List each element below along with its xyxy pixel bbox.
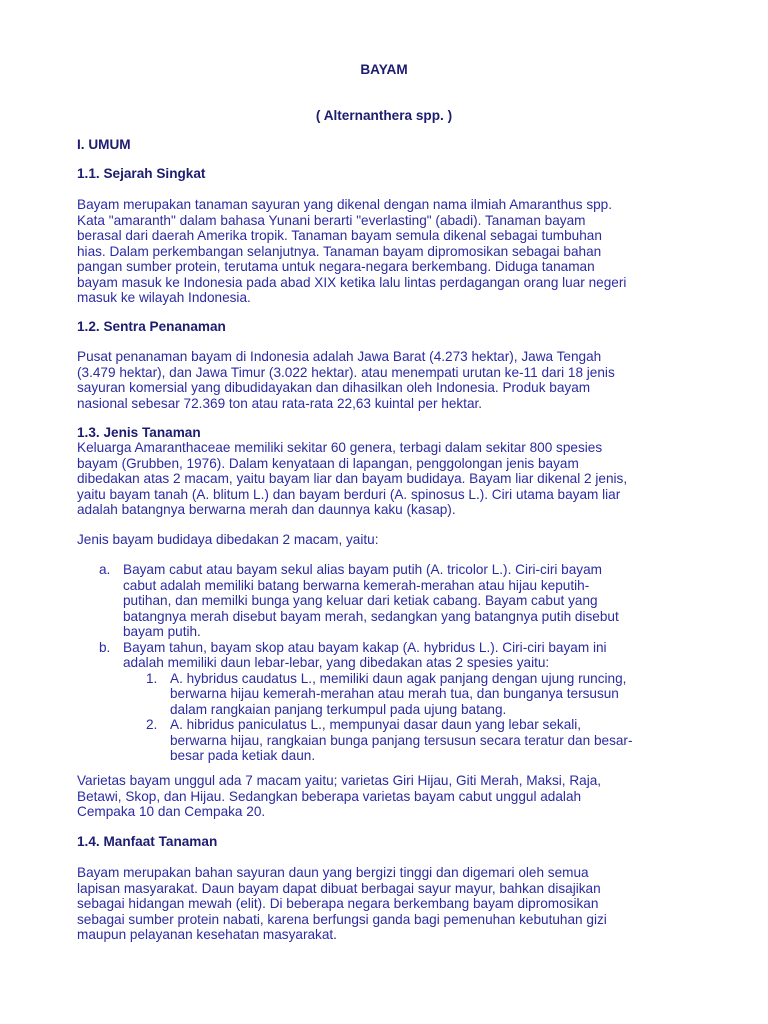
text-line: sebagai hidangan mewah (elit). Di beberapa negara berkembang bayam dipromosikan [77, 896, 599, 911]
paragraph-jenis [77, 440, 717, 518]
list-marker: 2. [146, 717, 158, 732]
text-line: Betawi, Skop, dan Hijau. Sedangkan beberapa varietas bayam cabut unggul adalah [77, 788, 582, 804]
heading-jenis: 1.3. Jenis Tanaman [77, 425, 201, 440]
text-line: Bayam tahun, bayam skop atau bayam kakap (A. hybridus L.). Ciri-ciri bayam ini [123, 639, 607, 655]
text-line: adalah memiliki daun lebar-lebar, yang dibedakan atas 2 spesies yaitu: [123, 655, 550, 670]
text-line: lapisan masyarakat. Daun bayam dapat dibuat berbagai sayur mayur, bahkan disajikan [77, 880, 601, 896]
section-heading: I. UMUM [77, 137, 131, 152]
text-line: dalam rangkaian panjang terkumpul pada ujung batang. [170, 701, 507, 717]
text-line: putihan, dan memilki bunga yang keluar dari ketiak cabang. Bayam cabut yang [123, 593, 598, 608]
text-line: bayam masuk ke Indonesia pada abad XIX ketika lalu lintas perdagangan orang luar negeri [77, 274, 627, 290]
text-line: Cempaka 10 dan Cempaka 20. [77, 804, 266, 819]
text-line: bayam putih. [123, 624, 201, 639]
text-line: Bayam cabut atau bayam sekul alias bayam putih (A. tricolor L.). Ciri-ciri bayam [123, 562, 602, 577]
text-line: besar pada ketiak daun. [170, 748, 316, 763]
text-line: A. hibridus paniculatus L., mempunyai dasar daun yang lebar sekali, [170, 717, 582, 732]
heading-sejarah: 1.1. Sejarah Singkat [77, 166, 206, 181]
document-title: BAYAM [360, 62, 408, 77]
text-line: yaitu bayam tanah (A. blitum L.) dan bayam berduri (A. spinosus L.). Ciri utama bayam liar [77, 486, 621, 502]
heading-manfaat: 1.4. Manfaat Tanaman [77, 834, 218, 849]
text-line: A. hybridus caudatus L., memiliki daun agak panjang dengan ujung runcing, [170, 670, 627, 686]
text-line: sebagai sumber protein nabati, karena berfungsi ganda bagi pemenuhan kebutuhan gizi [77, 911, 607, 927]
text-line: berwarna hijau, rangkaian bunga panjang tersusun secara teratur dan besar- [170, 732, 633, 748]
list-item [77, 717, 717, 764]
text-line: dibedakan atas 2 macam, yaitu bayam liar dan bayam budidaya. Bayam liar dikenal 2 jenis, [77, 471, 628, 486]
text-line: Varietas bayam unggul ada 7 macam yaitu; varietas Giri Hijau, Giti Merah, Maksi, Raja, [77, 773, 602, 788]
list-jenis-budidaya [77, 562, 717, 764]
text-line: berwarna hijau kemerah-merahan atau merah tua, dan bunganya tersusun [170, 686, 619, 701]
text-line: pangan sumber protein, terutama untuk negara-negara berkembang. Diduga tanaman [77, 259, 595, 274]
text-line: berasal dari daerah Amerika tropik. Tanaman bayam semula dikenal sebagai tumbuhan [77, 228, 602, 243]
list-marker: 1. [146, 670, 158, 686]
text-line: cabut adalah memiliki batang berwarna kemerah-merahan atau hijau keputih- [123, 577, 590, 593]
list-marker: b. [99, 639, 111, 655]
list-item [77, 671, 717, 718]
text-line: batangnya merah disebut bayam merah, sedangkan yang batangnya putih disebut [123, 608, 619, 624]
document-subtitle: ( Alternanthera spp. ) [315, 108, 453, 123]
list-item [77, 640, 717, 671]
text-line: adalah batangnya berwarna merah dan daunnya kaku (kasap). [77, 502, 456, 517]
list-item [77, 562, 717, 640]
paragraph-varietas [77, 773, 717, 820]
paragraph-manfaat [77, 865, 717, 943]
paragraph-sejarah [77, 197, 717, 306]
text-line: Bayam merupakan bahan sayuran daun yang bergizi tinggi dan digemari oleh semua [77, 865, 589, 880]
text-line: Pusat penanaman bayam di Indonesia adalah Jawa Barat (4.273 hektar), Jawa Tengah [77, 349, 602, 364]
heading-sentra: 1.2. Sentra Penanaman [77, 319, 226, 334]
paragraph-jenis-intro: Jenis bayam budidaya dibedakan 2 macam, yaitu: [77, 532, 379, 547]
text-line: Kata "amaranth" dalam bahasa Yunani berarti "everlasting" (abadi). Tanaman bayam [77, 212, 586, 228]
text-line: hias. Dalam perkembangan selanjutnya. Tanaman bayam dipromosikan sebagai bahan [77, 243, 602, 259]
list-marker: a. [99, 562, 111, 577]
text-line: bayam (Grubben, 1976). Dalam kenyataan di lapangan, penggolongan jenis bayam [77, 455, 579, 471]
text-line: nasional sebesar 72.369 ton atau rata-rata 22,63 kuintal per hektar. [77, 395, 483, 411]
text-line: sayuran komersial yang dibudidayakan dan dihasilkan oleh Indonesia. Produk bayam [77, 380, 591, 395]
text-line: (3.479 hektar), dan Jawa Timur (3.022 hektar). atau menempati urutan ke-11 dari 18 jenis [77, 364, 615, 380]
text-line: maupun pelayanan kesehatan masyarakat. [77, 927, 337, 942]
text-line: masuk ke wilayah Indonesia. [77, 290, 251, 305]
text-line: Keluarga Amaranthaceae memiliki sekitar 60 genera, terbagi dalam sekitar 800 spesies [77, 440, 603, 455]
paragraph-sentra [77, 349, 717, 411]
text-line: Bayam merupakan tanaman sayuran yang dikenal dengan nama ilmiah Amaranthus spp. [77, 197, 613, 212]
